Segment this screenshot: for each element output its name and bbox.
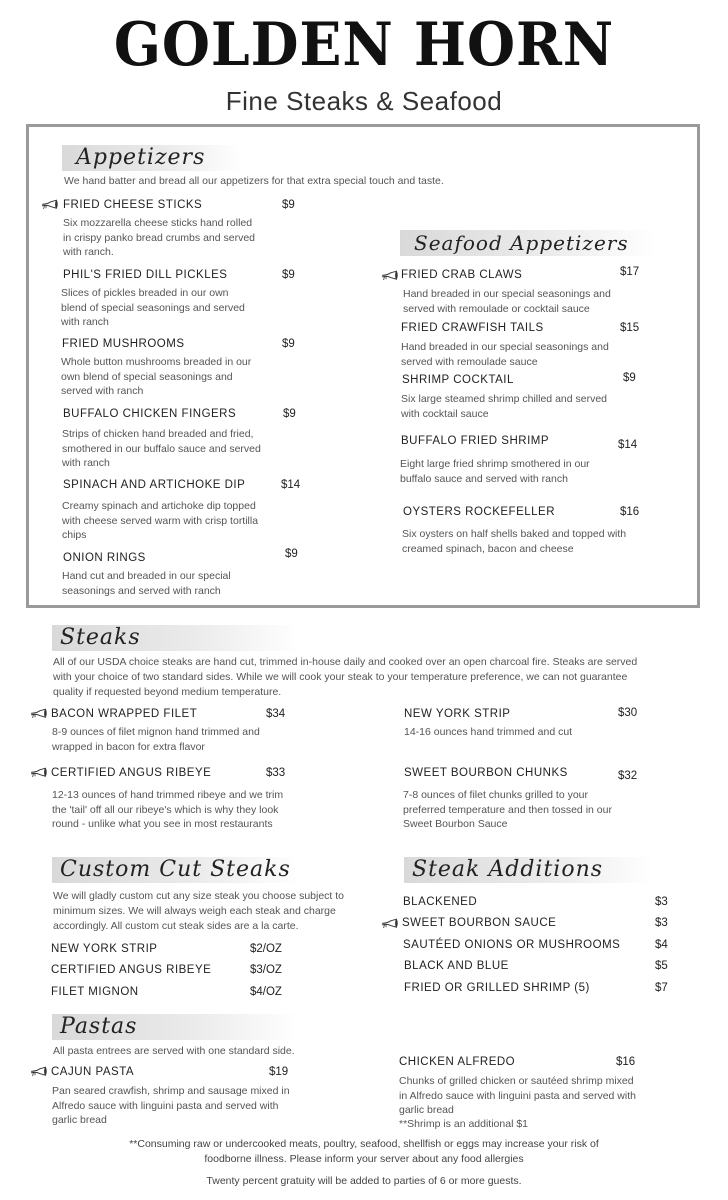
menu-item-description: Eight large fried shrimp smothered in our buffalo sauce and served with ranch bbox=[400, 458, 590, 485]
appetizers-banner bbox=[62, 145, 242, 171]
horn-icon bbox=[31, 708, 47, 720]
menu-item-price: $4/OZ bbox=[250, 986, 282, 998]
horn-icon bbox=[42, 199, 58, 211]
menu-item-name: CERTIFIED ANGUS RIBEYE bbox=[51, 767, 212, 779]
menu-item-name: NEW YORK STRIP bbox=[51, 943, 158, 955]
menu-item-name: SHRIMP COCKTAIL bbox=[402, 374, 514, 386]
menu-item-description: Slices of pickles breaded in our own blend of special seasonings and served with ranch bbox=[61, 287, 245, 328]
seafood-title: Seafood Appetizers bbox=[414, 231, 629, 255]
custom-cut-banner bbox=[52, 857, 300, 883]
menu-item-name: OYSTERS ROCKEFELLER bbox=[403, 506, 556, 518]
horn-icon bbox=[382, 918, 398, 930]
menu-item-description: 12-13 ounces of hand trimmed ribeye and we trim the 'tail' off all our ribeye's which is why they look round - unlike what you see in most restaurants bbox=[52, 789, 284, 830]
menu-item-description: Hand breaded in our special seasonings and served with remoulade sauce bbox=[401, 341, 609, 368]
steaks-intro: All of our USDA choice steaks are hand cut, trimmed in-house daily and cooked over an open charcoal fire. Steaks are served with your choice of two standard sides. While we will cook your steak to your temperature preference, we can not guarantee quality if requested beyond medium temperature. bbox=[53, 656, 638, 698]
menu-item-name: FRIED OR GRILLED SHRIMP (5) bbox=[404, 982, 590, 994]
steaks-title: Steaks bbox=[60, 625, 141, 650]
menu-item-description: Hand cut and breaded in our special seasonings and served with ranch bbox=[62, 570, 231, 597]
menu-item-price: $15 bbox=[620, 322, 640, 334]
menu-item-name: ONION RINGS bbox=[63, 552, 146, 564]
menu-item-name: FRIED CHEESE STICKS bbox=[63, 199, 203, 211]
horn-icon bbox=[31, 767, 47, 779]
menu-item-price: $9 bbox=[623, 372, 636, 384]
menu-item-description: Creamy spinach and artichoke dip topped with cheese served warm with crisp tortilla chips bbox=[62, 500, 259, 541]
menu-item-description: Six mozzarella cheese sticks hand rolled in crispy panko bread crumbs and served with ranch. bbox=[63, 217, 256, 258]
menu-item-name: SAUTÉED ONIONS OR MUSHROOMS bbox=[403, 939, 621, 951]
menu-item-description: 8-9 ounces of filet mignon hand trimmed and wrapped in bacon for extra flavor bbox=[52, 726, 260, 753]
menu-item-price: $14 bbox=[618, 439, 638, 451]
menu-item-name: FRIED MUSHROOMS bbox=[62, 338, 185, 350]
menu-item-description: Six oysters on half shells baked and topped with creamed spinach, bacon and cheese bbox=[402, 528, 627, 555]
menu-item-price: $17 bbox=[620, 266, 640, 278]
menu-item-price: $3 bbox=[655, 896, 668, 908]
menu-item-description: Strips of chicken hand breaded and fried, smothered in our buffalo sauce and served with ranch bbox=[62, 428, 261, 469]
menu-item-name: BLACKENED bbox=[403, 896, 478, 908]
custom-cut-intro: We will gladly custom cut any size steak you choose subject to minimum sizes. We will always weigh each steak and charge accordingly. All custom cut steak sides are a la carte. bbox=[53, 890, 345, 932]
menu-item-note: **Shrimp is an additional $1 bbox=[399, 1118, 528, 1130]
pastas-intro: All pasta entrees are served with one standard side. bbox=[53, 1045, 295, 1057]
appetizers-intro: We hand batter and bread all our appetizers for that extra special touch and taste. bbox=[64, 175, 444, 187]
restaurant-subtitle: Fine Steaks & Seafood bbox=[225, 86, 503, 116]
menu-item-name: FILET MIGNON bbox=[51, 986, 139, 998]
menu-item-price: $2/OZ bbox=[250, 943, 282, 955]
menu-item-name: FRIED CRAWFISH TAILS bbox=[401, 322, 544, 334]
menu-item-price: $30 bbox=[618, 707, 638, 719]
menu-item-price: $9 bbox=[282, 269, 295, 281]
menu-item-price: $4 bbox=[655, 939, 668, 951]
menu-item-name: NEW YORK STRIP bbox=[404, 708, 511, 720]
seafood-banner bbox=[400, 230, 656, 256]
menu-item-price: $9 bbox=[285, 548, 298, 560]
menu-item-name: SPINACH AND ARTICHOKE DIP bbox=[63, 479, 246, 491]
custom-cut-title: Custom Cut Steaks bbox=[60, 857, 291, 882]
menu-item-price: $16 bbox=[620, 506, 640, 518]
menu-item-price: $14 bbox=[281, 479, 301, 491]
menu-item-name: CHICKEN ALFREDO bbox=[399, 1056, 516, 1068]
food-safety-warning: **Consuming raw or undercooked meats, poultry, seafood, shellfish or eggs may increase your risk of foodborne illness. Please inform your server about any food allergies bbox=[129, 1138, 599, 1165]
menu-item-price: $9 bbox=[282, 199, 295, 211]
menu-item-description: Hand breaded in our special seasonings and served with remoulade or cocktail sauce bbox=[403, 288, 611, 315]
menu-item-name: BACON WRAPPED FILET bbox=[51, 708, 198, 720]
horn-icon bbox=[382, 270, 398, 282]
menu-item-name: BLACK AND BLUE bbox=[404, 960, 509, 972]
menu-item-description: Pan seared crawfish, shrimp and sausage mixed in Alfredo sauce with linguini pasta and served with garlic bread bbox=[52, 1085, 290, 1126]
menu-item-name: CAJUN PASTA bbox=[51, 1066, 135, 1078]
menu-item-description: Chunks of grilled chicken or sautéed shrimp mixed in Alfredo sauce with linguini pasta and served with garlic bread bbox=[399, 1075, 636, 1116]
menu-item-price: $9 bbox=[282, 338, 295, 350]
horn-icon bbox=[31, 1066, 47, 1078]
menu-item-description: 14-16 ounces hand trimmed and cut bbox=[404, 726, 573, 738]
menu-item-price: $3/OZ bbox=[250, 964, 282, 976]
appetizers-title: Appetizers bbox=[76, 145, 206, 170]
restaurant-name: GOLDEN HORN bbox=[113, 10, 615, 80]
menu-item-price: $7 bbox=[655, 982, 668, 994]
additions-banner bbox=[404, 857, 654, 883]
menu-item-price: $3 bbox=[655, 917, 668, 929]
menu-item-name: BUFFALO FRIED SHRIMP bbox=[401, 435, 550, 447]
steaks-banner bbox=[52, 625, 300, 651]
menu-item-price: $9 bbox=[283, 408, 296, 420]
menu-item-price: $19 bbox=[269, 1066, 289, 1078]
menu-item-description: Whole button mushrooms breaded in our own blend of special seasonings and served with ranch bbox=[61, 356, 252, 397]
additions-title: Steak Additions bbox=[412, 857, 604, 882]
menu-item-name: CERTIFIED ANGUS RIBEYE bbox=[51, 964, 212, 976]
menu-item-price: $16 bbox=[616, 1056, 636, 1068]
gratuity-notice: Twenty percent gratuity will be added to parties of 6 or more guests. bbox=[206, 1175, 522, 1187]
menu-item-name: PHIL'S FRIED DILL PICKLES bbox=[63, 269, 228, 281]
menu-item-name: SWEET BOURBON SAUCE bbox=[402, 917, 557, 929]
menu-item-description: Six large steamed shrimp chilled and served with cocktail sauce bbox=[401, 393, 608, 420]
pastas-banner bbox=[52, 1014, 300, 1040]
menu-item-description: 7-8 ounces of filet chunks grilled to your preferred temperature and then tossed in our Sweet Bourbon Sauce bbox=[403, 789, 612, 830]
menu-item-name: SWEET BOURBON CHUNKS bbox=[404, 767, 568, 779]
menu-item-price: $34 bbox=[266, 708, 286, 720]
menu-item-price: $32 bbox=[618, 770, 638, 782]
menu-item-price: $33 bbox=[266, 767, 286, 779]
pastas-title: Pastas bbox=[60, 1014, 138, 1039]
menu-item-price: $5 bbox=[655, 960, 668, 972]
menu-item-name: FRIED CRAB CLAWS bbox=[401, 269, 523, 281]
menu-item-name: BUFFALO CHICKEN FINGERS bbox=[63, 408, 237, 420]
